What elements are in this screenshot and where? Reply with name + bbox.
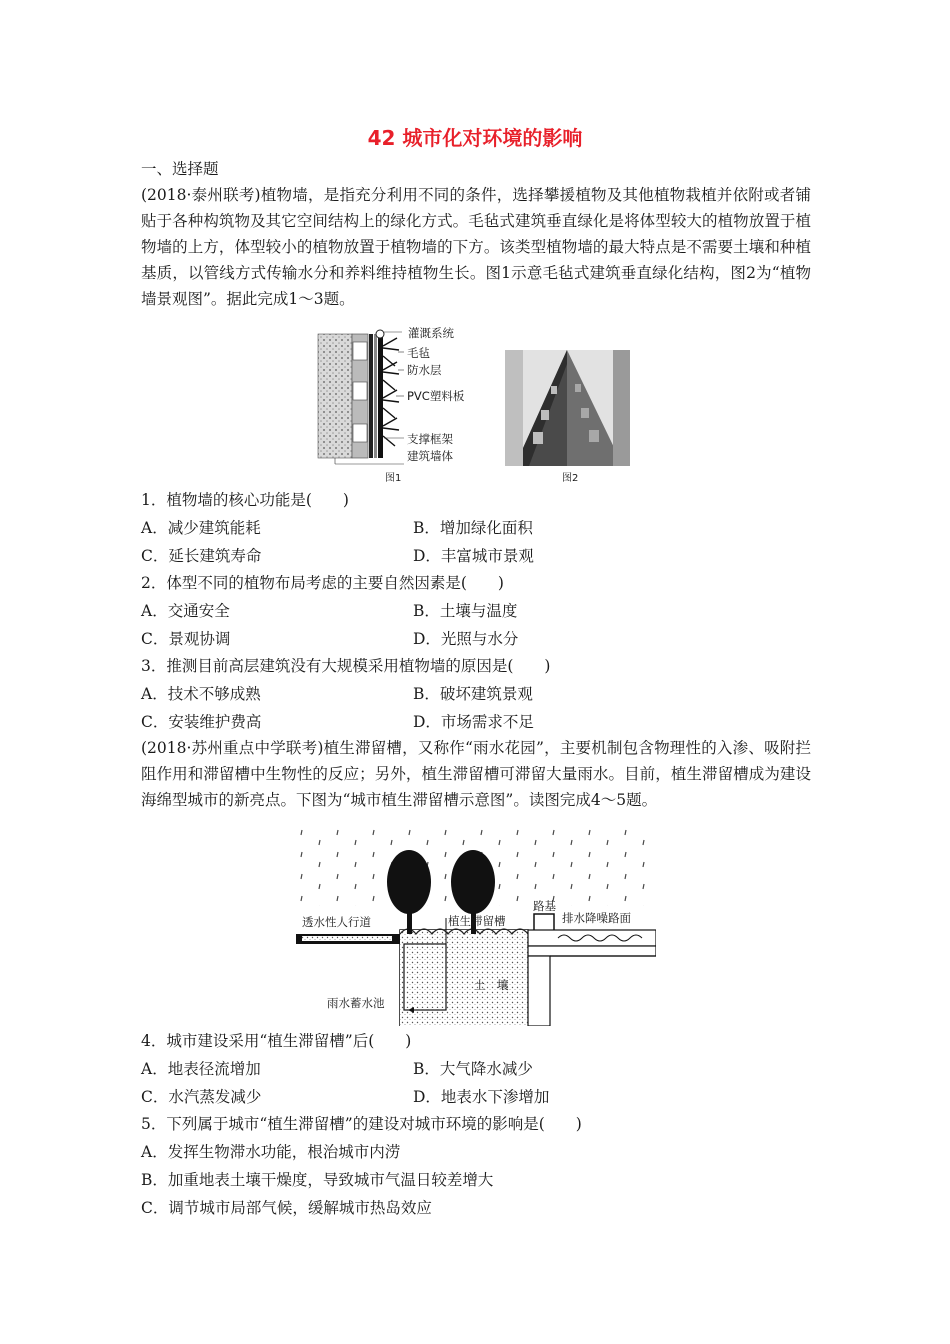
q1-option-b: B．增加绿化面积 — [413, 519, 533, 537]
q3-stem: 3．推测目前高层建筑没有大规模采用植物墙的原因是( ) — [141, 657, 551, 675]
q5-option-c: C．调节城市局部气候，缓解城市热岛效应 — [141, 1199, 432, 1217]
fig3-label-curb: 路基 — [533, 899, 556, 913]
figure-2-photo — [505, 350, 630, 466]
q1-option-a: A．减少建筑能耗 — [141, 519, 261, 537]
q4-option-a: A．地表径流增加 — [141, 1060, 261, 1078]
q4-option-c: C．水汽蒸发减少 — [141, 1088, 262, 1106]
fig1-caption: 图1 — [385, 473, 402, 484]
building-wall-shape — [318, 334, 352, 458]
q1-option-d: D．丰富城市景观 — [413, 547, 534, 565]
page-title: 42 城市化对环境的影响 — [367, 126, 583, 150]
fig1-label-frame: 支撑框架 — [407, 432, 453, 446]
q2-option-a: A．交通安全 — [141, 602, 230, 620]
fig1-label-pvc: PVC塑料板 — [407, 389, 465, 403]
q4-option-b: B．大气降水减少 — [413, 1060, 533, 1078]
fig3-label-road: 排水降噪路面 — [562, 911, 631, 925]
q5-option-b: B．加重地表土壤干燥度，导致城市气温日较差增大 — [141, 1171, 494, 1189]
q3-option-d: D．市场需求不足 — [413, 713, 534, 731]
passage-1: (2018·泰州联考)植物墙，是指充分利用不同的条件，选择攀援植物及其他植物栽植并依附或者铺贴于各种构筑物及其它空间结构上的绿化方式。毛毡式建筑垂直绿化是将体型较大的植物放置于植物墙的上方，体型较小的植物放置于植物墙的下方。该类型植物墙的最大特点是不需要土壤和种植基质，以管线方式传输水分和养料维持植物生长。图1示意毛毡式建筑垂直绿化结构，图2为“植物墙景观图”。据此完成1～3题。 — [141, 186, 811, 308]
fig3-label-tank: 雨水蓄水池 — [327, 996, 385, 1010]
fig1-label-waterproof: 防水层 — [407, 363, 442, 377]
fig3-label-soil: 土 壤 — [474, 978, 509, 992]
q2-stem: 2．体型不同的植物布局考虑的主要自然因素是( ) — [141, 574, 504, 592]
passage-2: (2018·苏州重点中学联考)植生滞留槽，又称作“雨水花园”，主要机制包含物理性的入渗、吸附拦阻作用和滞留槽中生物性的反应；另外，植生滞留槽可滞留大量雨水。目前，植生滞留槽成为建设海绵型城市的新亮点。下图为“城市植生滞留槽示意图”。读图完成4～5题。 — [141, 739, 811, 809]
fig3-label-retention: 植生滞留槽 — [448, 914, 506, 928]
q5-option-a: A．发挥生物滞水功能，根治城市内涝 — [141, 1143, 401, 1161]
q3-option-b: B．破坏建筑景观 — [413, 685, 533, 703]
fig1-label-felt: 毛毡 — [407, 346, 430, 360]
q2-option-d: D．光照与水分 — [413, 630, 519, 648]
fig3-label-pavement: 透水性人行道 — [302, 915, 371, 929]
fig1-label-wall: 建筑墙体 — [407, 449, 453, 463]
section-heading: 一、选择题 — [141, 160, 219, 178]
q5-stem: 5．下列属于城市“植生滞留槽”的建设对城市环境的影响是( ) — [141, 1115, 582, 1133]
q2-option-c: C．景观协调 — [141, 630, 231, 648]
q1-stem: 1．植物墙的核心功能是( ) — [141, 491, 349, 509]
figure-1-diagram — [316, 326, 496, 468]
q3-option-a: A．技术不够成熟 — [141, 685, 261, 703]
q3-option-c: C．安装维护费高 — [141, 713, 262, 731]
fig2-caption: 图2 — [562, 473, 579, 484]
q1-option-c: C．延长建筑寿命 — [141, 547, 262, 565]
q4-option-d: D．地表水下渗增加 — [413, 1088, 550, 1106]
fig1-label-irrigation: 灌溉系统 — [408, 326, 454, 340]
q2-option-b: B．土壤与温度 — [413, 602, 518, 620]
q4-stem: 4．城市建设采用“植生滞留槽”后( ) — [141, 1032, 412, 1050]
